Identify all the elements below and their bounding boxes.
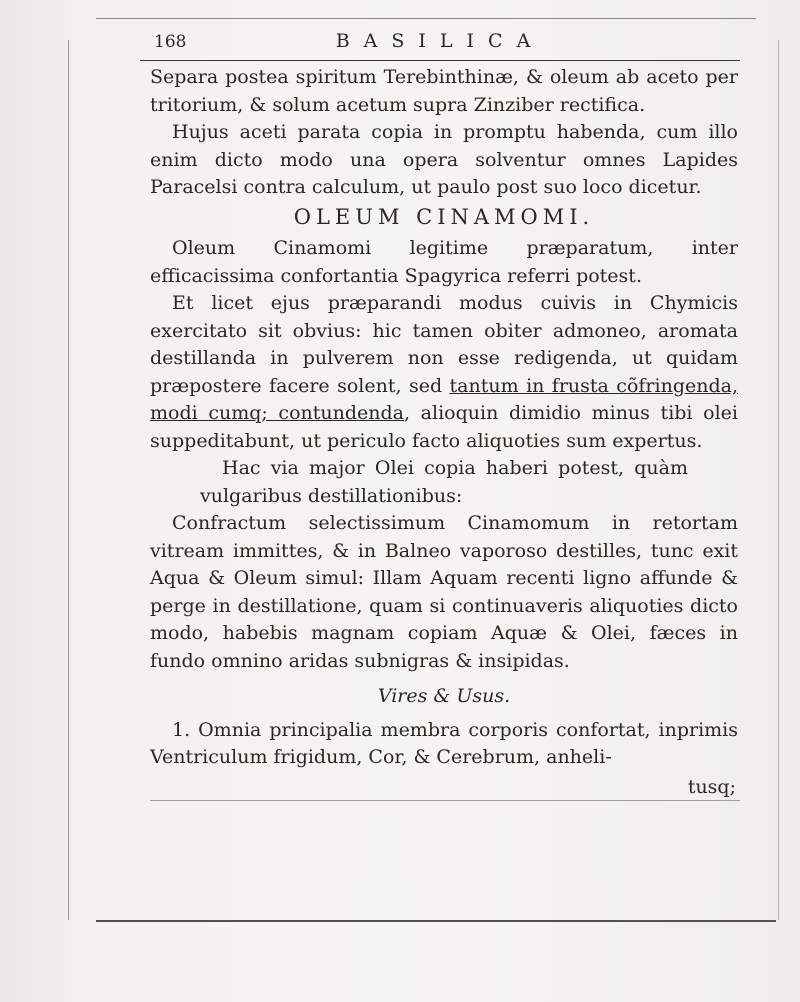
running-title: BASILICA: [335, 30, 545, 52]
right-margin-rule: [778, 40, 779, 920]
left-margin-rule: [68, 40, 69, 920]
paragraph-6: Confractum selectissimum Cinamomum in retortam vitream immittes, & in Balneo vaporoso destilles, tunc exit Aqua & Oleum simul: Illam Aquam recenti ligno affunde & perge in destillatione, quam si continuaveris aliquoties dicto modo, habebis magnam copiam Aquæ & Olei, fæces in fundo omnino aridas subnigras & insipidas.: [150, 512, 738, 672]
paragraph-1: Separa postea spiritum Terebinthinæ, & oleum ab aceto per tritorium, & solum acetum supra Zinziber rectifica.: [150, 66, 738, 116]
catchword: tusq;: [687, 775, 736, 798]
paragraph-4-underlined: tantum in frusta cõfringenda, modi cumq; contundenda: [150, 374, 738, 424]
page-header: [140, 30, 740, 60]
paragraph-4-part-b: , alioquin dimidio minus tibi olei suppeditabunt, ut periculo facto aliquoties sum expertus.: [150, 402, 738, 452]
body-text: [150, 64, 738, 801]
header-rule: [140, 60, 740, 61]
page-number: 168: [154, 32, 187, 52]
paragraph-4-part-a: Et licet ejus præparandi modus cuivis in Chymicis exercitato sit obvius: hic tamen obiter admoneo, aromata destillanda in pulverem non esse redigenda, ut quidam præpostere facere solent, sed: [150, 292, 738, 397]
paragraph-2: Hujus aceti parata copia in promptu habenda, cum illo enim dicto modo una opera solventur omnes Lapides Paracelsi contra calculum, ut paulo post suo loco dicetur.: [150, 121, 738, 198]
paragraph-3: Oleum Cinamomi legitime præparatum, inter efficacissima confortantia Spagyrica referri potest.: [150, 237, 738, 287]
paragraph-5: Hac via major Olei copia haberi potest, quàm vulgaribus destillationibus:: [200, 457, 688, 507]
paragraph-4: [150, 290, 738, 455]
top-edge-rule: [96, 18, 756, 19]
section-heading-oleum-cinamomi: OLEUM CINAMOMI.: [293, 204, 595, 229]
paragraph-7: 1. Omnia principalia membra corporis confortat, inprimis Ventriculum frigidum, Cor, & Cerebrum, anheli-: [150, 718, 738, 768]
section-heading-vires-usus: Vires & Usus.: [377, 685, 511, 707]
bottom-edge-rule: [96, 920, 776, 922]
